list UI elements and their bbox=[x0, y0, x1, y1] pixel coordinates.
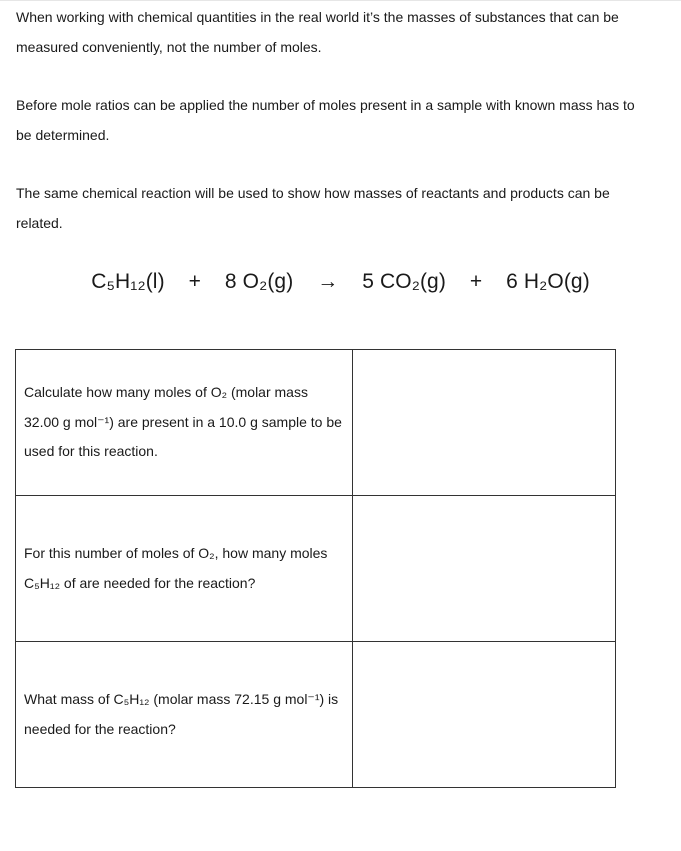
chemical-equation bbox=[0, 270, 681, 294]
reactant-2-coefficient: 8 bbox=[224, 270, 237, 293]
question-cell bbox=[16, 350, 353, 496]
plus-sign: + bbox=[188, 270, 201, 293]
product-1: CO₂(g) bbox=[380, 270, 446, 293]
question-cell bbox=[16, 642, 353, 788]
question-table bbox=[15, 349, 616, 788]
reactant-1: C₅H₁₂(l) bbox=[91, 270, 165, 293]
intro-paragraph-2: Before mole ratios can be applied the number of moles present in a sample with known mass has to be determined. bbox=[16, 97, 635, 143]
answer-cell[interactable] bbox=[353, 496, 616, 642]
question-text: What mass of C₅H₁₂ (molar mass 72.15 g mol⁻¹) is needed for the reaction? bbox=[24, 691, 339, 737]
product-2: H₂O(g) bbox=[523, 270, 590, 293]
top-rule bbox=[0, 0, 681, 1]
question-cell bbox=[16, 496, 353, 642]
reactant-2: O₂(g) bbox=[242, 270, 294, 293]
plus-sign-2: + bbox=[469, 270, 483, 293]
table-row bbox=[16, 350, 616, 496]
intro-paragraph-1: When working with chemical quantities in the real world it’s the masses of substances that can be measured conveniently, not the number of moles. bbox=[16, 9, 619, 55]
reaction-arrow: → bbox=[317, 270, 339, 293]
product-1-coefficient: 5 bbox=[362, 270, 375, 293]
answer-cell[interactable] bbox=[353, 350, 616, 496]
product-2-coefficient: 6 bbox=[506, 270, 518, 293]
intro-paragraph-3: The same chemical reaction will be used to show how masses of reactants and products can be related. bbox=[16, 185, 610, 231]
table-row bbox=[16, 642, 616, 788]
table-row bbox=[16, 496, 616, 642]
question-text: For this number of moles of O₂, how many moles C₅H₁₂ of are needed for the reaction? bbox=[24, 545, 328, 591]
answer-cell[interactable] bbox=[353, 642, 616, 788]
question-text: Calculate how many moles of O₂ (molar mass 32.00 g mol⁻¹) are present in a 10.0 g sample to be used for this reaction. bbox=[24, 384, 342, 460]
